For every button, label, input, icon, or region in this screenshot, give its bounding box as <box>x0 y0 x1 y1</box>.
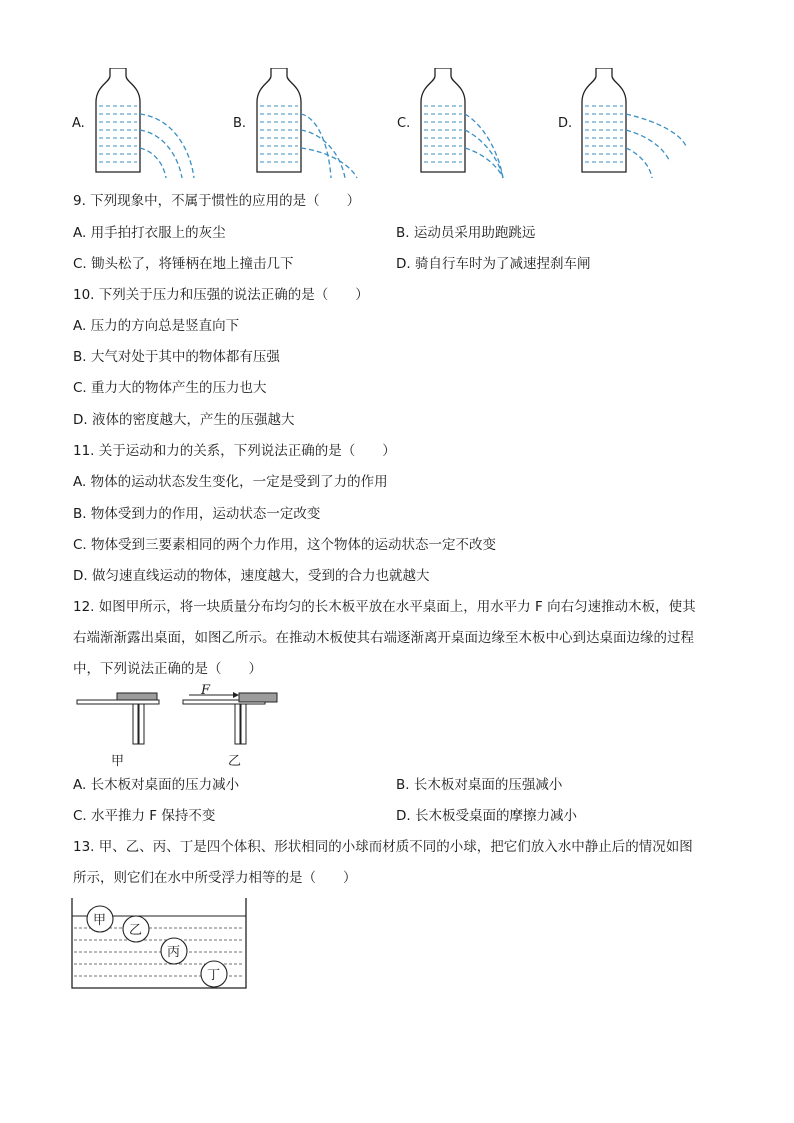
bottle-c-icon <box>419 68 529 180</box>
bottle-d-icon <box>580 68 690 180</box>
q10-option-a[interactable]: A. 压力的方向总是竖直向下 <box>73 318 240 334</box>
q9-stem: 9. 下列现象中，不属于惯性的应用的是（ ） <box>73 193 361 209</box>
q11-option-b[interactable]: B. 物体受到力的作用，运动状态一定改变 <box>73 506 321 522</box>
q10-option-b[interactable]: B. 大气对处于其中的物体都有压强 <box>73 349 280 365</box>
q12-option-b[interactable]: B. 长木板对桌面的压强减小 <box>396 777 563 793</box>
bottle-a-icon <box>94 68 204 180</box>
q13-stem-line2: 所示，则它们在水中所受浮力相等的是（ ） <box>73 870 357 886</box>
q8-option-a-label: A. <box>72 116 85 131</box>
q11-stem: 11. 关于运动和力的关系，下列说法正确的是（ ） <box>73 443 396 459</box>
q12-figure-label-yi: 乙 <box>228 754 242 769</box>
ball-label-jia: 甲 <box>93 913 107 928</box>
q12-stem-line3: 中，下列说法正确的是（ ） <box>73 661 262 677</box>
q12-stem-line1: 12. 如图甲所示，将一块质量分布均匀的长木板平放在水平桌面上，用水平力 F 向右匀速推动木板，使其 <box>73 599 696 615</box>
q12-figure-label-jia: 甲 <box>111 754 125 769</box>
q12-option-c[interactable]: C. 水平推力 F 保持不变 <box>73 808 216 824</box>
q10-option-c[interactable]: C. 重力大的物体产生的压力也大 <box>73 380 267 396</box>
q8-option-c-label: C. <box>397 116 411 131</box>
q10-stem: 10. 下列关于压力和压强的说法正确的是（ ） <box>73 287 369 303</box>
bottle-b-icon <box>255 68 365 180</box>
ball-label-bing: 丙 <box>167 945 181 960</box>
q11-option-d[interactable]: D. 做匀速直线运动的物体，速度越大，受到的合力也就越大 <box>73 568 430 584</box>
q9-option-c[interactable]: C. 锄头松了，将锤柄在地上撞击几下 <box>73 256 294 272</box>
q12-stem-line2: 右端渐渐露出桌面，如图乙所示。在推动木板使其右端逐渐离开桌面边缘至木板中心到达桌面边缘的过程 <box>73 630 694 646</box>
q8-figure <box>60 60 740 180</box>
ball-label-ding: 丁 <box>207 968 221 983</box>
q11-option-a[interactable]: A. 物体的运动状态发生变化，一定是受到了力的作用 <box>73 474 388 490</box>
board-on-table-jia-icon <box>73 684 163 748</box>
q12-option-d[interactable]: D. 长木板受桌面的摩擦力减小 <box>396 808 577 824</box>
q12-figure <box>73 684 293 768</box>
q13-figure <box>70 898 250 990</box>
q9-option-a[interactable]: A. 用手拍打衣服上的灰尘 <box>73 225 226 241</box>
q11-option-c[interactable]: C. 物体受到三要素相同的两个力作用，这个物体的运动状态一定不改变 <box>73 537 497 553</box>
q8-option-d-label: D. <box>558 116 573 131</box>
q9-option-d[interactable]: D. 骑自行车时为了减速捏刹车闸 <box>396 256 591 272</box>
ball-label-yi: 乙 <box>129 923 143 938</box>
q8-option-b-label: B. <box>233 116 247 131</box>
q12-option-a[interactable]: A. 长木板对桌面的压力减小 <box>73 777 240 793</box>
q13-stem-line1: 13. 甲、乙、丙、丁是四个体积、形状相同的小球而材质不同的小球，把它们放入水中静止后的情况如图 <box>73 839 693 855</box>
q12-force-label: F <box>201 683 211 698</box>
board-on-table-yi-icon <box>181 684 281 748</box>
q9-option-b[interactable]: B. 运动员采用助跑跳远 <box>396 225 536 241</box>
q10-option-d[interactable]: D. 液体的密度越大，产生的压强越大 <box>73 412 295 428</box>
